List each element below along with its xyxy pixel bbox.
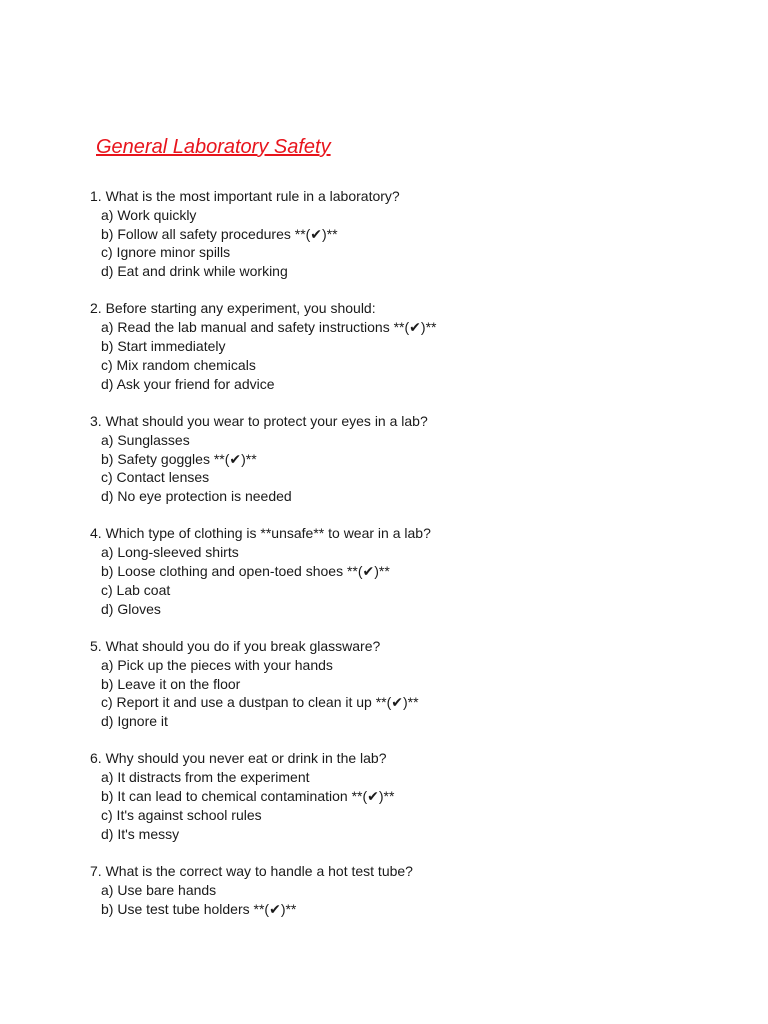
question-4	[90, 524, 730, 618]
answer-option: a) Pick up the pieces with your hands	[101, 656, 333, 673]
question-text: 2. Before starting any experiment, you should:	[90, 300, 376, 317]
question-3	[90, 412, 730, 506]
answer-option: d) Ask your friend for advice	[101, 375, 275, 392]
question-5	[90, 637, 730, 731]
answer-option: a) Sunglasses	[101, 431, 190, 448]
question-text: 6. Why should you never eat or drink in the lab?	[90, 750, 387, 767]
answer-option-correct: a) Read the lab manual and safety instructions **(✔)**	[101, 319, 437, 336]
answer-option: d) Gloves	[101, 600, 161, 617]
question-7	[90, 862, 730, 918]
question-text: 5. What should you do if you break glassware?	[90, 637, 381, 654]
answer-option: b) Leave it on the floor	[101, 675, 241, 692]
question-6	[90, 749, 730, 843]
document-title: General Laboratory Safety	[96, 136, 331, 158]
answer-option-correct: b) Follow all safety procedures **(✔)**	[101, 225, 338, 242]
answer-option: c) Mix random chemicals	[101, 356, 256, 373]
question-text: 3. What should you wear to protect your eyes in a lab?	[90, 412, 428, 429]
answer-option: c) Ignore minor spills	[101, 244, 231, 261]
answer-option: a) Work quickly	[101, 206, 197, 223]
answer-option: c) It's against school rules	[101, 806, 262, 823]
question-text: 4. Which type of clothing is **unsafe** to wear in a lab?	[90, 525, 431, 542]
question-2	[90, 299, 730, 393]
answer-option: c) Contact lenses	[101, 469, 210, 486]
answer-option: c) Lab coat	[101, 581, 171, 598]
answer-option: b) Start immediately	[101, 338, 226, 355]
answer-option: a) Long-sleeved shirts	[101, 544, 239, 561]
answer-option-correct: b) Loose clothing and open-toed shoes **(✔)**	[101, 563, 390, 580]
answer-option-correct: b) Use test tube holders **(✔)**	[101, 900, 297, 917]
answer-option-correct: c) Report it and use a dustpan to clean it up **(✔)**	[101, 694, 419, 711]
answer-option: d) It's messy	[101, 825, 180, 842]
answer-option: d) Ignore it	[101, 713, 168, 730]
answer-option: a) Use bare hands	[101, 881, 217, 898]
answer-option: d) Eat and drink while working	[101, 263, 288, 280]
answer-option: a) It distracts from the experiment	[101, 769, 310, 786]
question-text: 7. What is the correct way to handle a hot test tube?	[90, 862, 413, 879]
answer-option-correct: b) Safety goggles **(✔)**	[101, 450, 257, 467]
quiz-list	[90, 187, 730, 937]
question-1	[90, 187, 730, 281]
answer-option-correct: b) It can lead to chemical contamination **(✔)**	[101, 788, 395, 805]
question-text: 1. What is the most important rule in a laboratory?	[90, 188, 400, 204]
answer-option: d) No eye protection is needed	[101, 488, 292, 505]
